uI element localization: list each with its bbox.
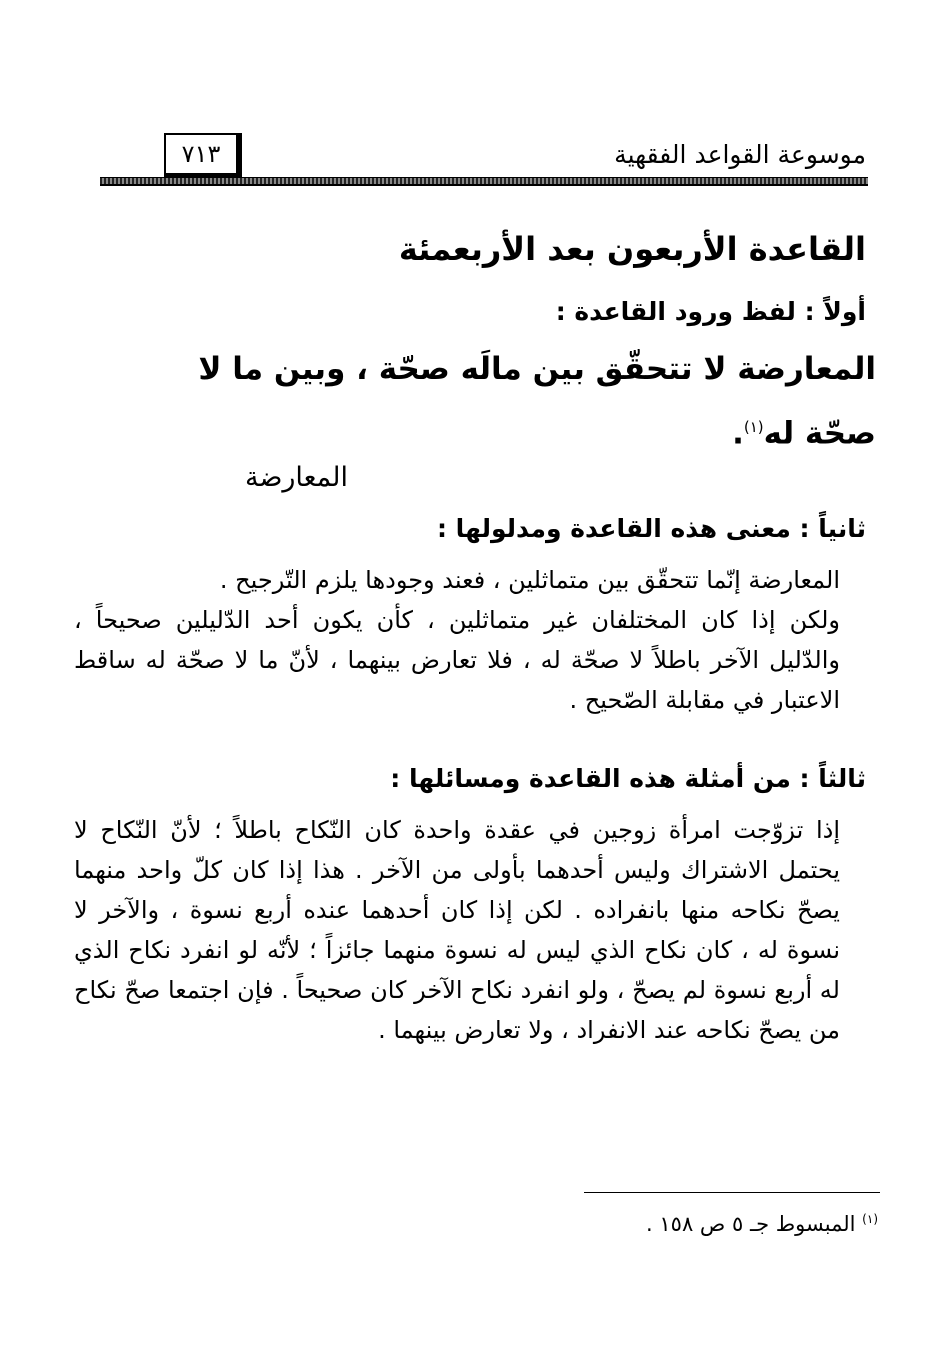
rule-text-line-2-words: صحّة له (763, 415, 876, 452)
second-paragraph-1: المعارضة إنّما تتحقّق بين متماثلين ، فعند وجودها يلزم التّرجيح . (219, 566, 840, 594)
footnote-ref: (١) (743, 418, 764, 436)
footnote (646, 1212, 878, 1236)
rule-text-end: . (732, 415, 744, 452)
rule-text (76, 340, 876, 462)
rule-text-line-1: المعارضة لا تتحقّق بين مالَه صحّة ، وبين ما لا (198, 351, 876, 387)
second-paragraph-2: ولكن إذا كان المختلفان غير متماثلين ، كأن يكون أحد الدّليلين صحيحاً ، والدّليل الآخر باطلاً لا صحّة له ، فلا تعارض بينهما ، لأنّ ما لا صحّة له ساقط الاعتبار في مقابلة الصّحيح . (74, 606, 840, 714)
footnote-rule (584, 1192, 880, 1193)
second-heading: ثانياً : معنى هذه القاعدة ومدلولها : (436, 514, 866, 543)
running-title: موسوعة القواعد الفقهية (614, 140, 866, 169)
keyword: المعارضة (244, 462, 348, 493)
rule-title: القاعدة الأربعون بعد الأربعمئة (398, 230, 866, 268)
first-heading: أولاً : لفظ ورود القاعدة : (555, 297, 866, 326)
footnote-marker: (١) (862, 1212, 878, 1226)
third-paragraph-1: إذا تزوّجت امرأة زوجين في عقدة واحدة كان النّكاح باطلاً ؛ لأنّ النّكاح لا يحتمل الاشتراك وليس أحدهما بأولى من الآخر . هذا إذا كان كلّ واحد منهما يصحّ نكاحه منها بانفراده . لكن إذا كان أحدهما عنده أربع نسوة ، والآخر لا نسوة له ، كان نكاح الذي ليس له نسوة منهما جائزاً ؛ لأنّه لو انفرد نكاح الذي له أربع نسوة لم يصحّ ، ولو انفرد نكاح الآخر كان صحيحاً . فإن اجتمعا صحّ نكاح من يصحّ نكاحه عند الانفراد ، ولا تعارض بينهما . (74, 816, 840, 1044)
second-body (74, 560, 876, 720)
footnote-text: المبسوط جـ ٥ ص ١٥٨ . (646, 1212, 856, 1236)
header-rule (100, 177, 868, 186)
third-heading: ثالثاً : من أمثلة هذه القاعدة ومسائلها : (390, 764, 866, 793)
third-body (74, 810, 876, 1050)
page-number (164, 133, 242, 177)
page-number-text: ٧١٣ (181, 140, 221, 168)
rule-text-line-2 (76, 398, 876, 462)
